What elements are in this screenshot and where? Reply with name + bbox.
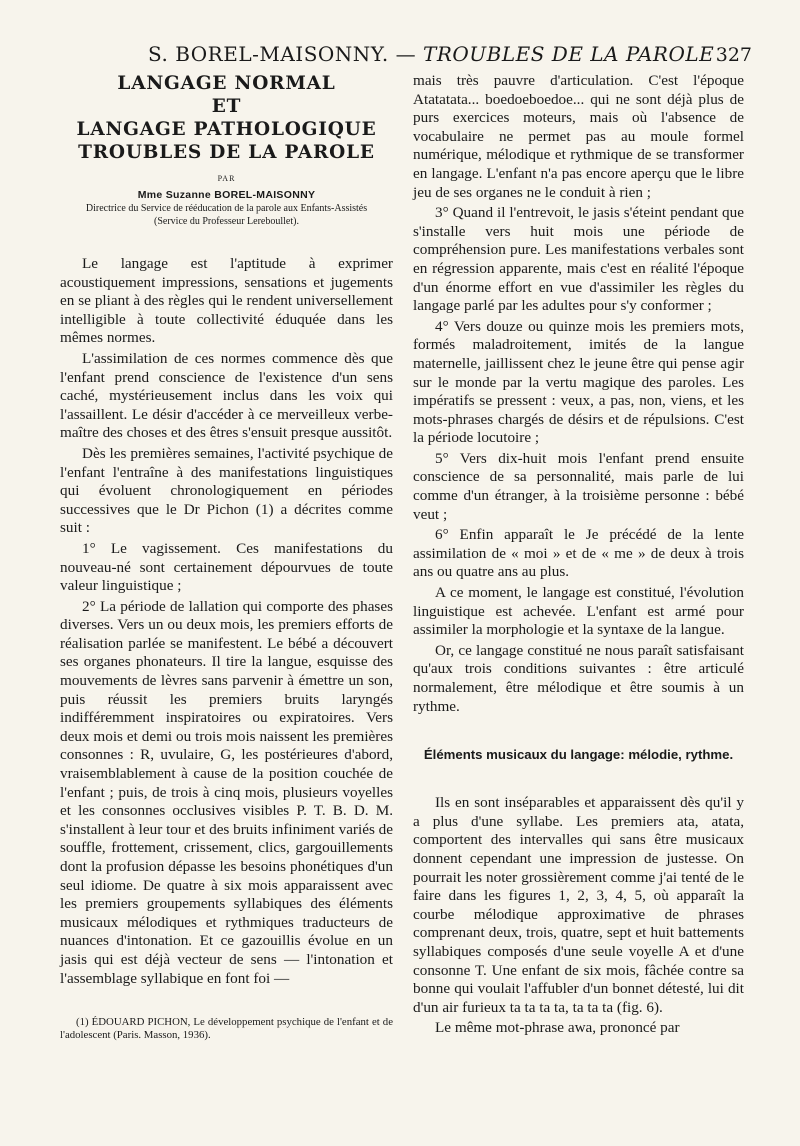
right-body-bottom — [413, 794, 744, 1038]
author-name: Mme Suzanne BOREL-MAISONNY — [137, 189, 316, 201]
title-line: LANGAGE PATHOLOGIQUE — [76, 119, 377, 140]
paragraph: 4° Vers douze ou quinze mois les premiers mots, formés maladroitement, imités de la langue maternelle, jaillissent chez le jeune être qui pense agir sur le monde par la vertu magique des paroles. Les impératifs se pressent : veux, a pas, non, viens, et les mots-phrases chargés de désirs et de répulsions. C'est la période locutoire ; — [413, 317, 744, 447]
paragraph: 2° La période de lallation qui comporte des phases diverses. Vers un ou deux mois, les premiers efforts de réalisation parlée se manifestent. Le bébé a découvert ses organes phonateurs. Il tire la langue, esquisse des mouvements de lèvres sans parvenir à émettre un son, puis réussit les premiers bruits laryngés indifféremment inspiratoires ou expiratoires. Vers deux mois et demi ou trois mois naissent les premières consonnes : R, uvulaire, G, les postérieures d'abord, vraisemblablement à cause de la position couchée de l'enfant ; puis, de trois à cinq mois, plusieurs voyelles et les consonnes occlusives visibles P. T. B. D. M. s'installent à leur tour et des bruits infiniment variés de souffle, frottement, crissement, clics, gargouillements dont la profusion dépasse les besoins phonétiques d'un seul idiome. De quatre à six mois apparaissent avec les premiers groupements syllabiques des éléments musicaux mélodiques et rythmiques traducteurs de nuances d'intonation. Et ce gazouillis évolue en un jasis qui est déjà vecteur de sens — l'intonation et l'assemblage syllabique en font foi — — [60, 597, 393, 987]
paragraph: Le même mot-phrase awa, prononcé par — [435, 1019, 680, 1037]
paragraph: Ils en sont inséparables et apparaissent dès qu'il y a plus d'une syllabe. Les premiers ata, atata, comportent des intervalles qui sans être musicaux donnent cependant une impression de justesse. On pourrait les noter grossièrement comme j'ai tenté de le faire dans les figures 1, 2, 3, 4, 5, où apparaît la courbe mélodique approximative de phrases comprenant deux, trois, quatre, sept et huit battements syllabiques composés d'une seule voyelle A et d'une consonne T. Une enfant de six mois, fâchée contre sa bonne qui voulait l'affubler d'un bonnet détesté, lui dit d'un air furieux ta ta ta ta, ta ta ta (fig. 6). — [413, 794, 744, 1016]
right-column — [413, 72, 744, 1038]
paragraph: Le langage est l'aptitude à exprimer acoustiquement impressions, sensations et jugements en se pliant à des règles qui le rendent universellement intelligible à toute collectivité éduquée dans les mêmes normes. — [60, 255, 393, 347]
right-body-top — [413, 72, 744, 716]
running-title: S. BOREL-MAISONNY. — TROUBLES DE LA PAROLE — [148, 42, 715, 66]
author-affiliation: Directrice du Service de rééducation de la parole aux Enfants-Assistés (Service du Professeur Lereboullet). — [85, 203, 368, 227]
page-number: 327 — [715, 44, 752, 66]
title-line: LANGAGE NORMAL — [117, 73, 336, 94]
left-body — [60, 255, 393, 988]
title-line: TROUBLES DE LA PAROLE — [78, 142, 375, 163]
paragraph: L'assimilation de ces normes commence dès que l'enfant prend conscience de l'existence d'un sens caché, mystérieusement inclus dans les voix qui l'assaillent. Le désir d'accéder à ce merveilleux verbe-maître des choses et des êtres s'ensuit presque aussitôt. — [60, 349, 393, 442]
section-heading: Éléments musicaux du langage: mélodie, rythme. — [423, 747, 734, 763]
paragraph: Or, ce langage constitué ne nous paraît satisfaisant qu'aux trois conditions suivantes : être articulé normalement, être mélodique et être soumis à un rythme. — [413, 641, 744, 715]
title-line: ET — [211, 96, 242, 117]
paragraph: 3° Quand il l'entrevoit, le jasis s'éteint pendant que s'installe vers huit mois une période de compréhension pure. Les manifestations verbales sont en régression apparente, mais c'est en réalité l'époque d'un énorme effort en vue d'assimiler les règles du langage parlé par les adultes pour s'y conformer ; — [413, 204, 744, 315]
paragraph: Dès les premières semaines, l'activité psychique de l'enfant l'entraîne à des manifestations linguistiques qui évoluent chronologiquement en périodes successives que le Dr Pichon (1) a décrites comme suit : — [60, 444, 393, 537]
footnote: (1) ÉDOUARD PICHON, Le développement psychique de l'enfant et de l'adolescent (Paris. Masson, 1936). — [60, 1016, 393, 1042]
paragraph: 6° Enfin apparaît le Je précédé de la lente assimilation de « moi » et de « me » de deux à trois ans ou quatre ans au plus. — [413, 526, 744, 581]
running-header — [0, 42, 800, 70]
paragraph: A ce moment, le langage est constitué, l'évolution linguistique est achevée. L'enfant est armé pour assimiler la morphologie et la syntaxe de la langue. — [413, 584, 744, 639]
paragraph: 5° Vers dix-huit mois l'enfant prend ensuite conscience de sa personnalité, mais parle de lui comme d'un étranger, à la troisième personne : bébé veut ; — [413, 449, 744, 523]
paragraph: 1° Le vagissement. Ces manifestations du nouveau-né sont certainement dépourvues de toute valeur linguistique ; — [60, 539, 393, 595]
article-title — [60, 72, 393, 164]
paragraph: mais très pauvre d'articulation. C'est l'époque Atatatata... boedoeboedoe... qui ne sont déjà plus de purs exercices moteurs, mais où l'absence de vocabulaire ne permet pas au moule formel numérique, mélodique et rythmique de se transformer en langage. L'enfant n'a pas encore aperçu que le libre jeu de ses organes ne le conduit à rien ; — [413, 72, 744, 201]
byline-par: PAR — [217, 174, 236, 183]
left-column — [60, 72, 393, 1042]
